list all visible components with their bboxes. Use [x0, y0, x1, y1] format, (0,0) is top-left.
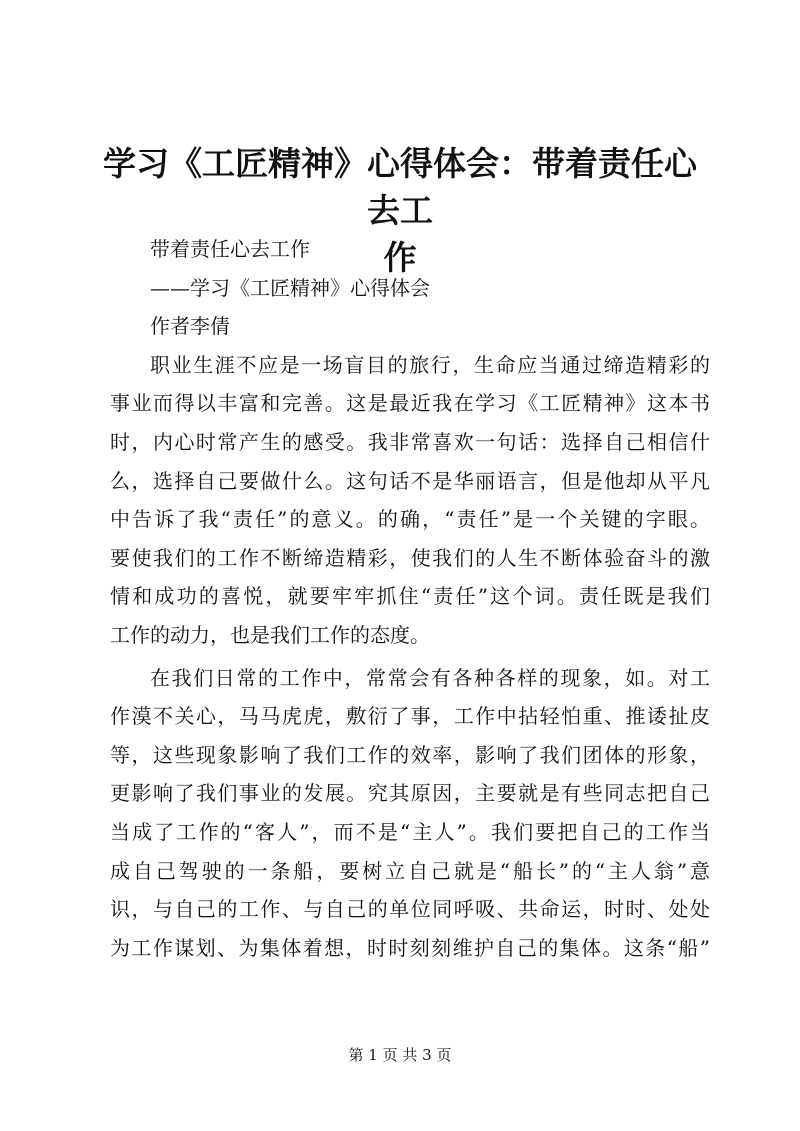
document-title-line-1: 学习《工匠精神》心得体会：带着责任心去工: [103, 144, 697, 230]
document-body: [110, 230, 710, 967]
paragraph-line: 当成了工作的“客人”，而不是“主人”。我们要把自己的工作当: [110, 819, 710, 844]
paragraph-line: 要使我们的工作不断缔造精彩，使我们的人生不断体验奋斗的激: [110, 545, 710, 570]
paragraph-line: 成自己驾驶的一条船，要树立自己就是“船长”的“主人翁”意: [110, 858, 710, 883]
paragraph-line: 情和成功的喜悦，就要牢牢抓住“责任”这个词。责任既是我们: [110, 584, 710, 609]
article-heading: 带着责任心去工作: [150, 237, 310, 261]
article-subheading: ——学习《工匠精神》心得体会: [150, 275, 430, 300]
document-title-line-2: 作: [383, 238, 417, 277]
paragraph-line: 为工作谋划、为集体着想，时时刻刻维护自己的集体。这条“船”: [110, 935, 710, 960]
paragraph-1: [110, 346, 710, 655]
page-number-footer: 第 1 页 共 3 页: [348, 1046, 452, 1064]
paragraph-line: 中告诉了我“责任”的意义。的确，“责任”是一个关键的字眼。: [110, 507, 710, 532]
paragraph-line: 在我们日常的工作中，常常会有各种各样的现象，如。对工: [150, 665, 710, 690]
paragraph-line: 作漠不关心，马马虎虎，敷衍了事，工作中拈轻怕重、推诿扯皮: [110, 704, 710, 729]
paragraph-line: 更影响了我们事业的发展。究其原因，主要就是有些同志把自己: [110, 781, 710, 806]
paragraph-2: [110, 659, 710, 968]
paragraph-line: 职业生涯不应是一场盲目的旅行，生命应当通过缔造精彩的: [150, 352, 710, 377]
paragraph-line: 工作的动力，也是我们工作的态度。: [110, 622, 430, 647]
paragraph-line: 么，选择自己要做什么。这句话不是华丽语言，但是他却从平凡: [110, 468, 710, 493]
paragraph-line: 等，这些现象影响了我们工作的效率，影响了我们团体的形象，: [110, 742, 710, 767]
article-author: 作者李倩: [150, 314, 230, 339]
paragraph-line: 识，与自己的工作、与自己的单位同呼吸、共命运，时时、处处: [110, 897, 710, 922]
paragraph-line: 事业而得以丰富和完善。这是最近我在学习《工匠精神》这本书: [110, 391, 710, 416]
paragraph-line: 时，内心时常产生的感受。我非常喜欢一句话：选择自己相信什: [110, 429, 710, 454]
